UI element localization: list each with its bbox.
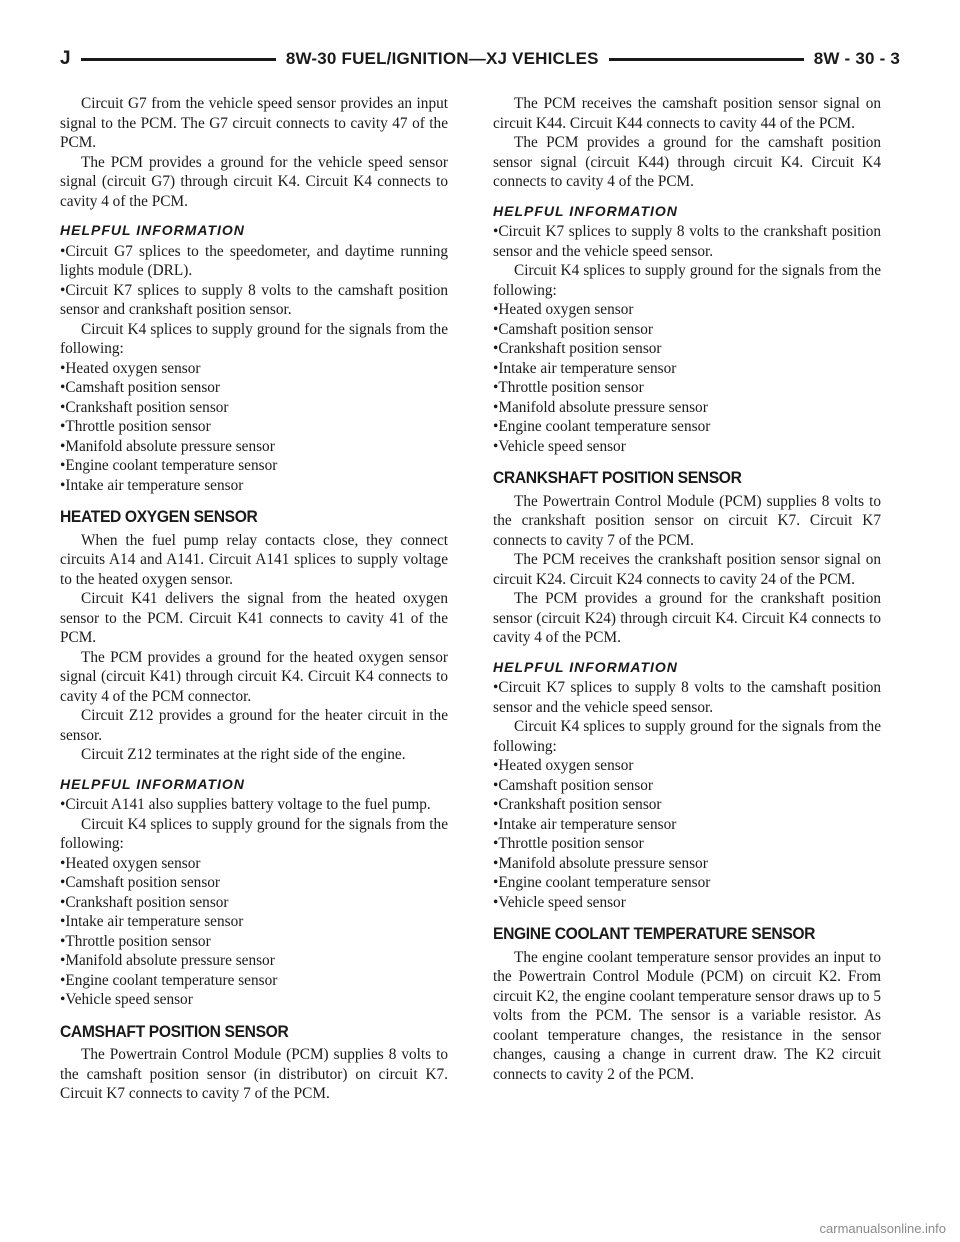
bullet-item <box>60 398 448 418</box>
bullet-glyph: • <box>493 854 499 872</box>
bullet-glyph: • <box>493 874 499 891</box>
bullet-item <box>60 437 448 457</box>
bullet-text: Circuit A141 also supplies battery voltage to the fuel pump. <box>65 796 431 813</box>
bullet-item <box>60 854 448 874</box>
section-heading: CRANKSHAFT POSITION SENSOR <box>493 468 742 487</box>
bullet-text: Manifold absolute pressure sensor <box>65 952 275 969</box>
bullet-text: Intake air temperature sensor <box>498 359 677 377</box>
bullet-text: Throttle position sensor <box>65 932 211 950</box>
bullet-glyph: • <box>493 835 499 852</box>
paragraph: Circuit K4 splices to supply ground for the signals from the following: <box>493 262 881 299</box>
bullet-glyph: • <box>60 991 66 1008</box>
paragraph: Circuit K4 splices to supply ground for the signals from the following: <box>60 320 448 357</box>
bullet-glyph: • <box>493 776 499 794</box>
bullet-item <box>60 971 448 991</box>
bullet-text: Heated oxygen sensor <box>498 757 634 774</box>
paragraph: The Powertrain Control Module (PCM) supplies 8 volts to the camshaft position sensor (in distributor) on circuit K7. Circuit K7 connects to cavity 7 of the PCM. <box>60 1046 448 1102</box>
paragraph: The PCM provides a ground for the heated oxygen sensor signal (circuit K41) through circuit K4. Circuit K4 connects to cavity 4 of the PCM connector. <box>60 648 448 705</box>
header-letter: J <box>60 48 71 69</box>
bullet-item <box>493 854 881 874</box>
bullet-item <box>493 834 881 854</box>
bullet-text: Manifold absolute pressure sensor <box>65 437 275 455</box>
bullet-text: Throttle position sensor <box>498 835 644 852</box>
bullet-item <box>493 756 881 776</box>
bullet-glyph: • <box>493 379 499 396</box>
bullet-glyph: • <box>493 757 499 774</box>
bullet-text: Circuit K7 splices to supply 8 volts to the crankshaft position sensor and the vehicle speed sensor. <box>493 223 881 260</box>
bullet-item <box>493 437 881 457</box>
bullet-text: Manifold absolute pressure sensor <box>498 854 708 872</box>
page-header <box>60 44 900 74</box>
left-column <box>60 94 448 1104</box>
bullet-item <box>493 359 881 379</box>
bullet-text: Intake air temperature sensor <box>498 815 677 833</box>
bullet-glyph: • <box>60 854 66 872</box>
bullet-glyph: • <box>493 320 499 338</box>
bullet-glyph: • <box>60 457 66 474</box>
bullet-item <box>493 320 881 340</box>
bullet-text: Crankshaft position sensor <box>498 796 662 813</box>
bullet-text: Crankshaft position sensor <box>65 893 229 911</box>
bullet-item <box>493 795 881 815</box>
bullet-text: Heated oxygen sensor <box>498 301 634 318</box>
bullet-text: Heated oxygen sensor <box>65 359 201 377</box>
bullet-text: Camshaft position sensor <box>498 320 654 338</box>
paragraph: Circuit K4 splices to supply ground for the signals from the following: <box>60 815 448 852</box>
bullet-item <box>493 339 881 359</box>
footer-watermark: carmanualsonline.info <box>819 1221 946 1236</box>
bullet-glyph: • <box>60 913 66 930</box>
bullet-glyph: • <box>60 242 66 260</box>
bullet-text: Circuit G7 splices to the speedometer, and daytime running lights module (DRL). <box>60 242 448 279</box>
bullet-text: Vehicle speed sensor <box>498 437 626 455</box>
paragraph: The PCM provides a ground for the vehicle speed sensor signal (circuit G7) through circuit K4. Circuit K4 connects to cavity 4 of the PCM. <box>60 153 448 210</box>
bullet-text: Engine coolant temperature sensor <box>65 457 278 474</box>
header-rule-right <box>609 58 804 61</box>
bullet-text: Camshaft position sensor <box>498 776 654 794</box>
bullet-text: Engine coolant temperature sensor <box>65 971 278 989</box>
bullet-text: Circuit K7 splices to supply 8 volts to the camshaft position sensor and crankshaft position sensor. <box>60 281 448 318</box>
bullet-item <box>493 222 881 261</box>
bullet-text: Camshaft position sensor <box>65 379 221 396</box>
bullet-item <box>60 417 448 437</box>
bullet-text: Camshaft position sensor <box>65 874 221 891</box>
bullet-item <box>493 300 881 320</box>
bullet-text: Manifold absolute pressure sensor <box>498 398 708 416</box>
subheading: HELPFUL INFORMATION <box>493 202 678 219</box>
bullet-item <box>493 893 881 913</box>
header-title: 8W-30 FUEL/IGNITION—XJ VEHICLES <box>285 49 599 68</box>
bullet-glyph: • <box>60 796 66 813</box>
bullet-glyph: • <box>60 952 66 969</box>
bullet-item <box>60 873 448 893</box>
bullet-item <box>493 398 881 418</box>
bullet-glyph: • <box>60 418 66 435</box>
paragraph: The engine coolant temperature sensor provides an input to the Powertrain Control Module (PCM) on circuit K2. From circuit K2, the engine coolant temperature sensor draws up to 5 volts from the PCM. The sensor is a variable resistor. As coolant temperature changes, the resistance in the sensor changes, causing a change in current draw. The K2 circuit connects to cavity 2 of the PCM. <box>493 948 881 1083</box>
paragraph: The PCM receives the crankshaft position sensor signal on circuit K24. Circuit K24 connects to cavity 24 of the PCM. <box>493 551 881 588</box>
paragraph: The PCM provides a ground for the crankshaft position sensor (circuit K24) through circuit K4. Circuit K4 connects to cavity 4 of the PCM. <box>493 590 881 646</box>
bullet-text: Engine coolant temperature sensor <box>498 418 711 435</box>
bullet-glyph: • <box>493 398 499 416</box>
subheading: HELPFUL INFORMATION <box>60 222 245 238</box>
bullet-glyph: • <box>493 223 499 240</box>
bullet-text: Crankshaft position sensor <box>498 340 662 357</box>
header-rule-left <box>81 58 276 61</box>
bullet-glyph: • <box>60 398 66 416</box>
bullet-item <box>60 893 448 913</box>
subheading: HELPFUL INFORMATION <box>493 658 678 675</box>
paragraph: Circuit K4 splices to supply ground for the signals from the following: <box>493 718 881 755</box>
bullet-text: Throttle position sensor <box>498 379 644 396</box>
bullet-glyph: • <box>493 340 499 357</box>
bullet-item <box>493 378 881 398</box>
bullet-item <box>60 795 448 815</box>
paragraph: Circuit Z12 terminates at the right side of the engine. <box>81 746 406 763</box>
bullet-item <box>60 912 448 932</box>
bullet-text: Circuit K7 splices to supply 8 volts to the camshaft position sensor and the vehicle speed sensor. <box>493 679 881 716</box>
bullet-item <box>60 456 448 476</box>
bullet-text: Vehicle speed sensor <box>498 893 626 911</box>
bullet-glyph: • <box>60 379 66 396</box>
bullet-item <box>60 242 448 281</box>
bullet-item <box>493 417 881 437</box>
bullet-item <box>493 873 881 893</box>
bullet-glyph: • <box>493 418 499 435</box>
bullet-item <box>493 678 881 717</box>
bullet-item <box>60 281 448 320</box>
bullet-glyph: • <box>493 796 499 813</box>
bullet-text: Vehicle speed sensor <box>65 991 193 1008</box>
paragraph: The PCM receives the camshaft position sensor signal on circuit K44. Circuit K44 connects to cavity 44 of the PCM. <box>493 95 881 132</box>
bullet-glyph: • <box>493 679 499 696</box>
bullet-text: Intake air temperature sensor <box>65 476 244 494</box>
header-page-number: 8W - 30 - 3 <box>813 49 901 68</box>
paragraph: Circuit K41 delivers the signal from the heated oxygen sensor to the PCM. Circuit K41 connects to cavity 41 of the PCM. <box>60 590 448 646</box>
bullet-text: Engine coolant temperature sensor <box>498 874 711 891</box>
bullet-item <box>60 476 448 496</box>
bullet-glyph: • <box>60 281 66 299</box>
bullet-glyph: • <box>60 476 66 494</box>
paragraph: Circuit Z12 provides a ground for the heater circuit in the sensor. <box>60 707 448 744</box>
bullet-glyph: • <box>493 815 499 833</box>
right-column <box>493 94 881 1084</box>
subheading: HELPFUL INFORMATION <box>60 775 245 792</box>
bullet-item <box>60 990 448 1010</box>
bullet-glyph: • <box>493 437 499 455</box>
bullet-item <box>60 932 448 952</box>
bullet-text: Intake air temperature sensor <box>65 913 244 930</box>
bullet-glyph: • <box>60 971 66 989</box>
bullet-item <box>493 815 881 835</box>
bullet-item <box>493 776 881 796</box>
section-heading: HEATED OXYGEN SENSOR <box>60 507 258 526</box>
bullet-text: Crankshaft position sensor <box>65 398 229 416</box>
section-heading: CAMSHAFT POSITION SENSOR <box>60 1021 289 1041</box>
bullet-glyph: • <box>60 893 66 911</box>
paragraph: When the fuel pump relay contacts close, they connect circuits A14 and A141. Circuit A141 splices to supply voltage to the heated oxygen sensor. <box>60 531 448 588</box>
section-heading: ENGINE COOLANT TEMPERATURE SENSOR <box>493 924 816 943</box>
paragraph: The PCM provides a ground for the camshaft position sensor signal (circuit K44) through circuit K4. Circuit K4 connects to cavity 4 of the PCM. <box>493 134 881 190</box>
bullet-item <box>60 378 448 398</box>
bullet-glyph: • <box>60 437 66 455</box>
bullet-glyph: • <box>493 301 499 318</box>
bullet-item <box>60 359 448 379</box>
bullet-text: Heated oxygen sensor <box>65 854 201 872</box>
bullet-glyph: • <box>60 932 66 950</box>
bullet-item <box>60 951 448 971</box>
paragraph: Circuit G7 from the vehicle speed sensor provides an input signal to the PCM. The G7 circuit connects to cavity 47 of the PCM. <box>60 95 448 151</box>
bullet-glyph: • <box>493 359 499 377</box>
bullet-text: Throttle position sensor <box>65 418 211 435</box>
bullet-glyph: • <box>60 359 66 377</box>
paragraph: The Powertrain Control Module (PCM) supplies 8 volts to the crankshaft position sensor on circuit K7. Circuit K7 connects to cavity 7 of the PCM. <box>493 492 881 549</box>
bullet-glyph: • <box>493 893 499 911</box>
bullet-glyph: • <box>60 874 66 891</box>
